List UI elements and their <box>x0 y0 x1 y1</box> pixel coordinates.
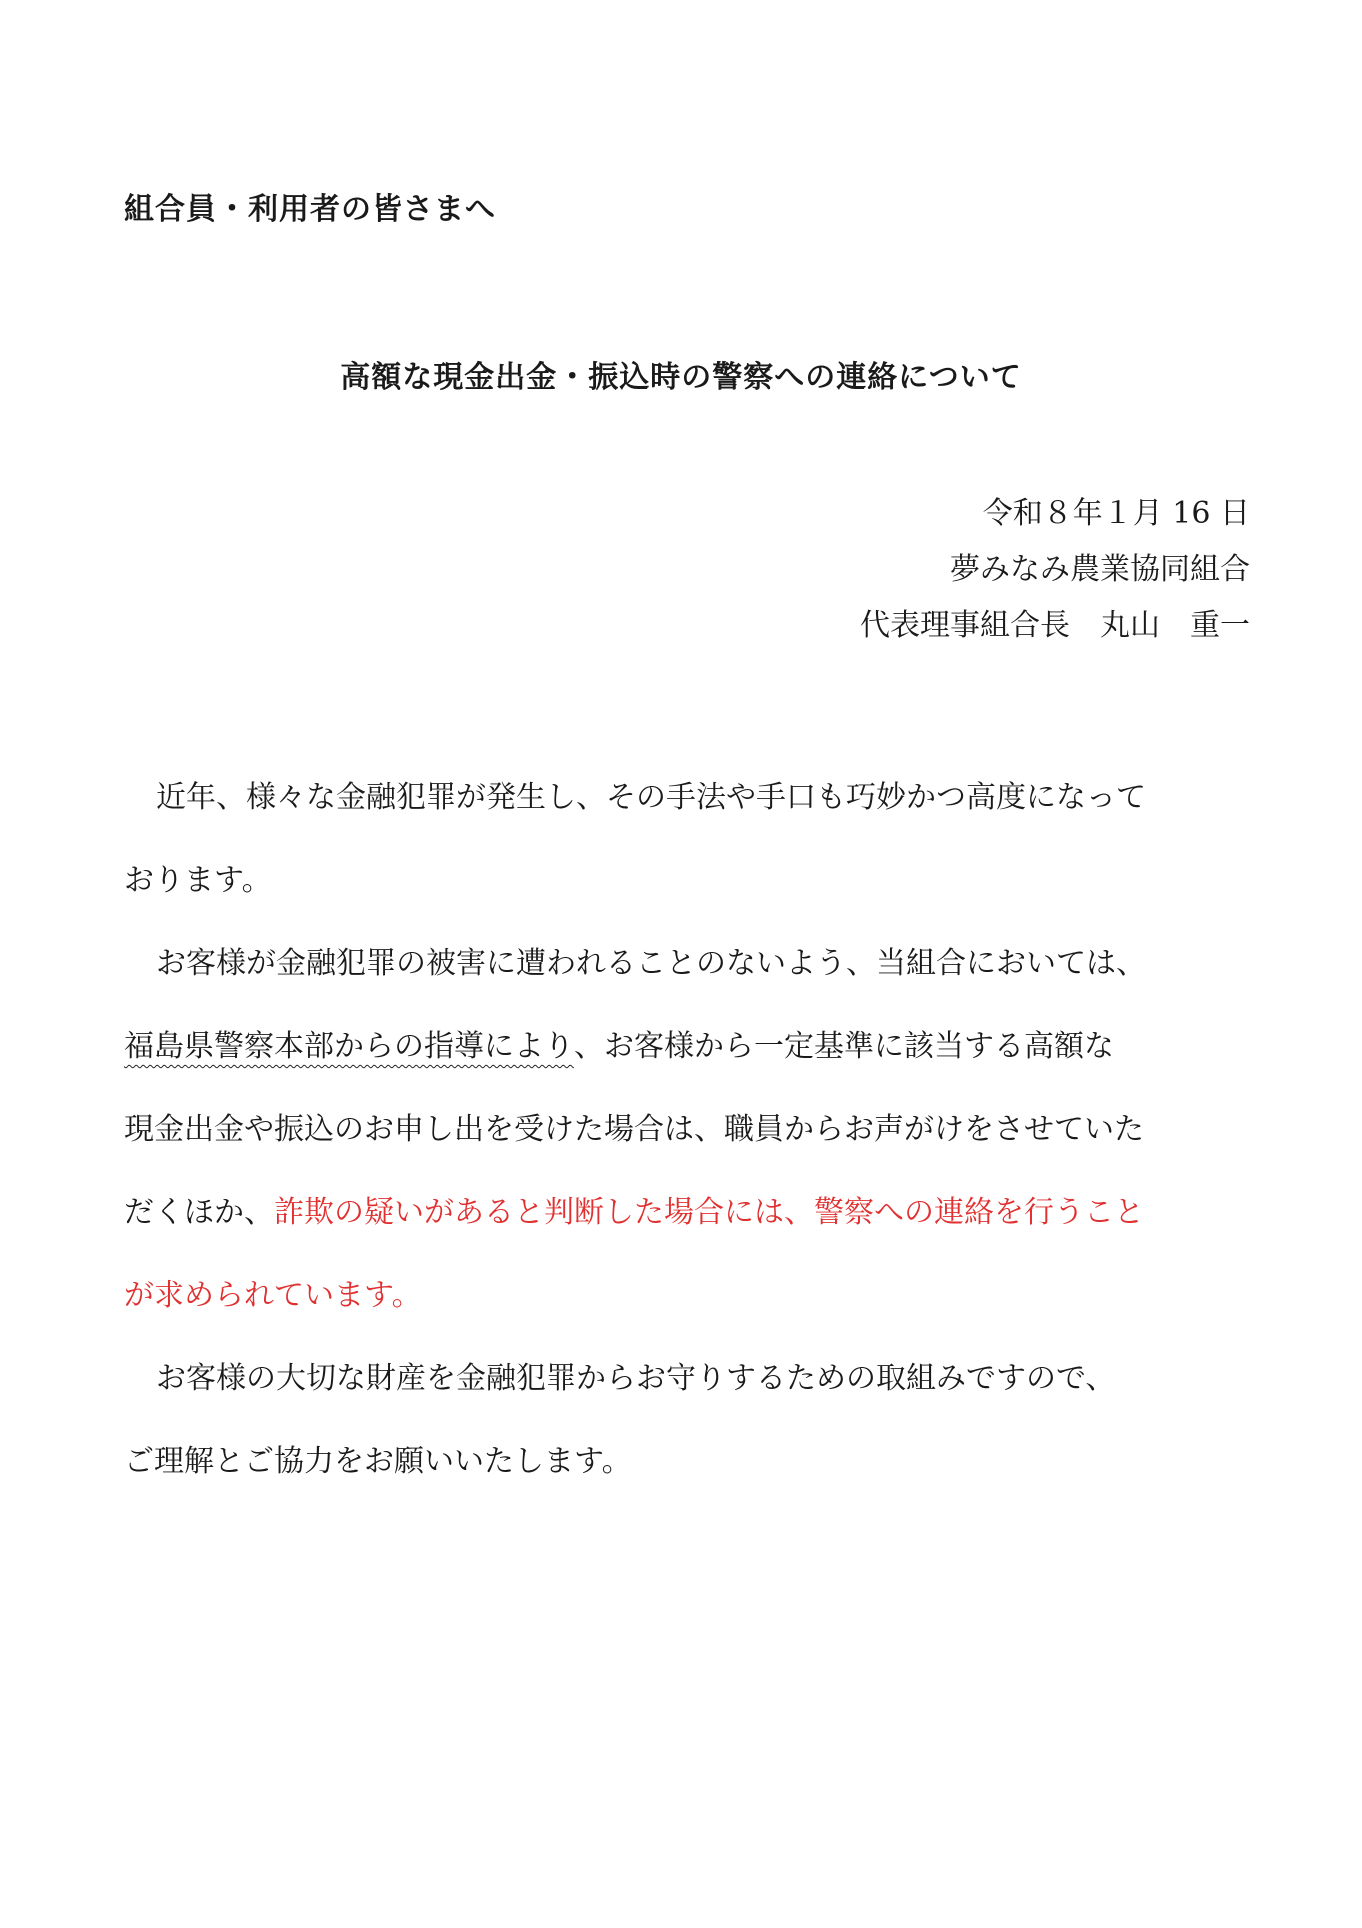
sender-block <box>860 486 1250 654</box>
paragraph-3-line-2: ご理解とご協力をお願いいたします。 <box>124 1444 632 1479</box>
body-text <box>124 756 1248 1503</box>
paragraph-2-text-4: だくほか、 <box>124 1195 274 1230</box>
paragraph-2-text-2: 、お客様から一定基準に該当する高額な <box>574 1029 1114 1064</box>
underlined-phrase: 福島県警察本部からの指導により <box>124 1029 574 1064</box>
paragraph-1-text-1: 近年、様々な金融犯罪が発生し、その手法や手口も巧妙かつ高度になって <box>156 780 1146 815</box>
representative-name: 代表理事組合長 丸山 重一 <box>860 608 1250 643</box>
document-title: 高額な現金出金・振込時の警察への連絡について <box>340 360 1022 395</box>
paragraph-2-line-4 <box>124 1171 1248 1254</box>
paragraph-2-line-2 <box>124 1005 1248 1088</box>
red-emphasis-text-2: が求められています。 <box>124 1278 422 1313</box>
paragraph-2-line-1 <box>124 922 1248 1005</box>
organization-name: 夢みなみ農業協同組合 <box>950 552 1250 587</box>
paragraph-1-line-1 <box>124 756 1248 839</box>
issue-date: 令和８年１月 16 日 <box>982 496 1250 531</box>
paragraph-3-text-1: お客様の大切な財産を金融犯罪からお守りするための取組みですので、 <box>156 1361 1116 1396</box>
paragraph-3-line-1 <box>124 1337 1248 1420</box>
paragraph-2-text-1: お客様が金融犯罪の被害に遭われることのないよう、当組合においては、 <box>156 946 1146 981</box>
paragraph-2-line-3: 現金出金や振込のお申し出を受けた場合は、職員からお声がけをさせていた <box>124 1112 1144 1147</box>
paragraph-1-line-2: おります。 <box>124 863 272 898</box>
red-emphasis-text-1: 詐欺の疑いがあると判断した場合には、警察への連絡を行うこと <box>274 1195 1144 1230</box>
recipient-heading: 組合員・利用者の皆さまへ <box>124 192 496 227</box>
